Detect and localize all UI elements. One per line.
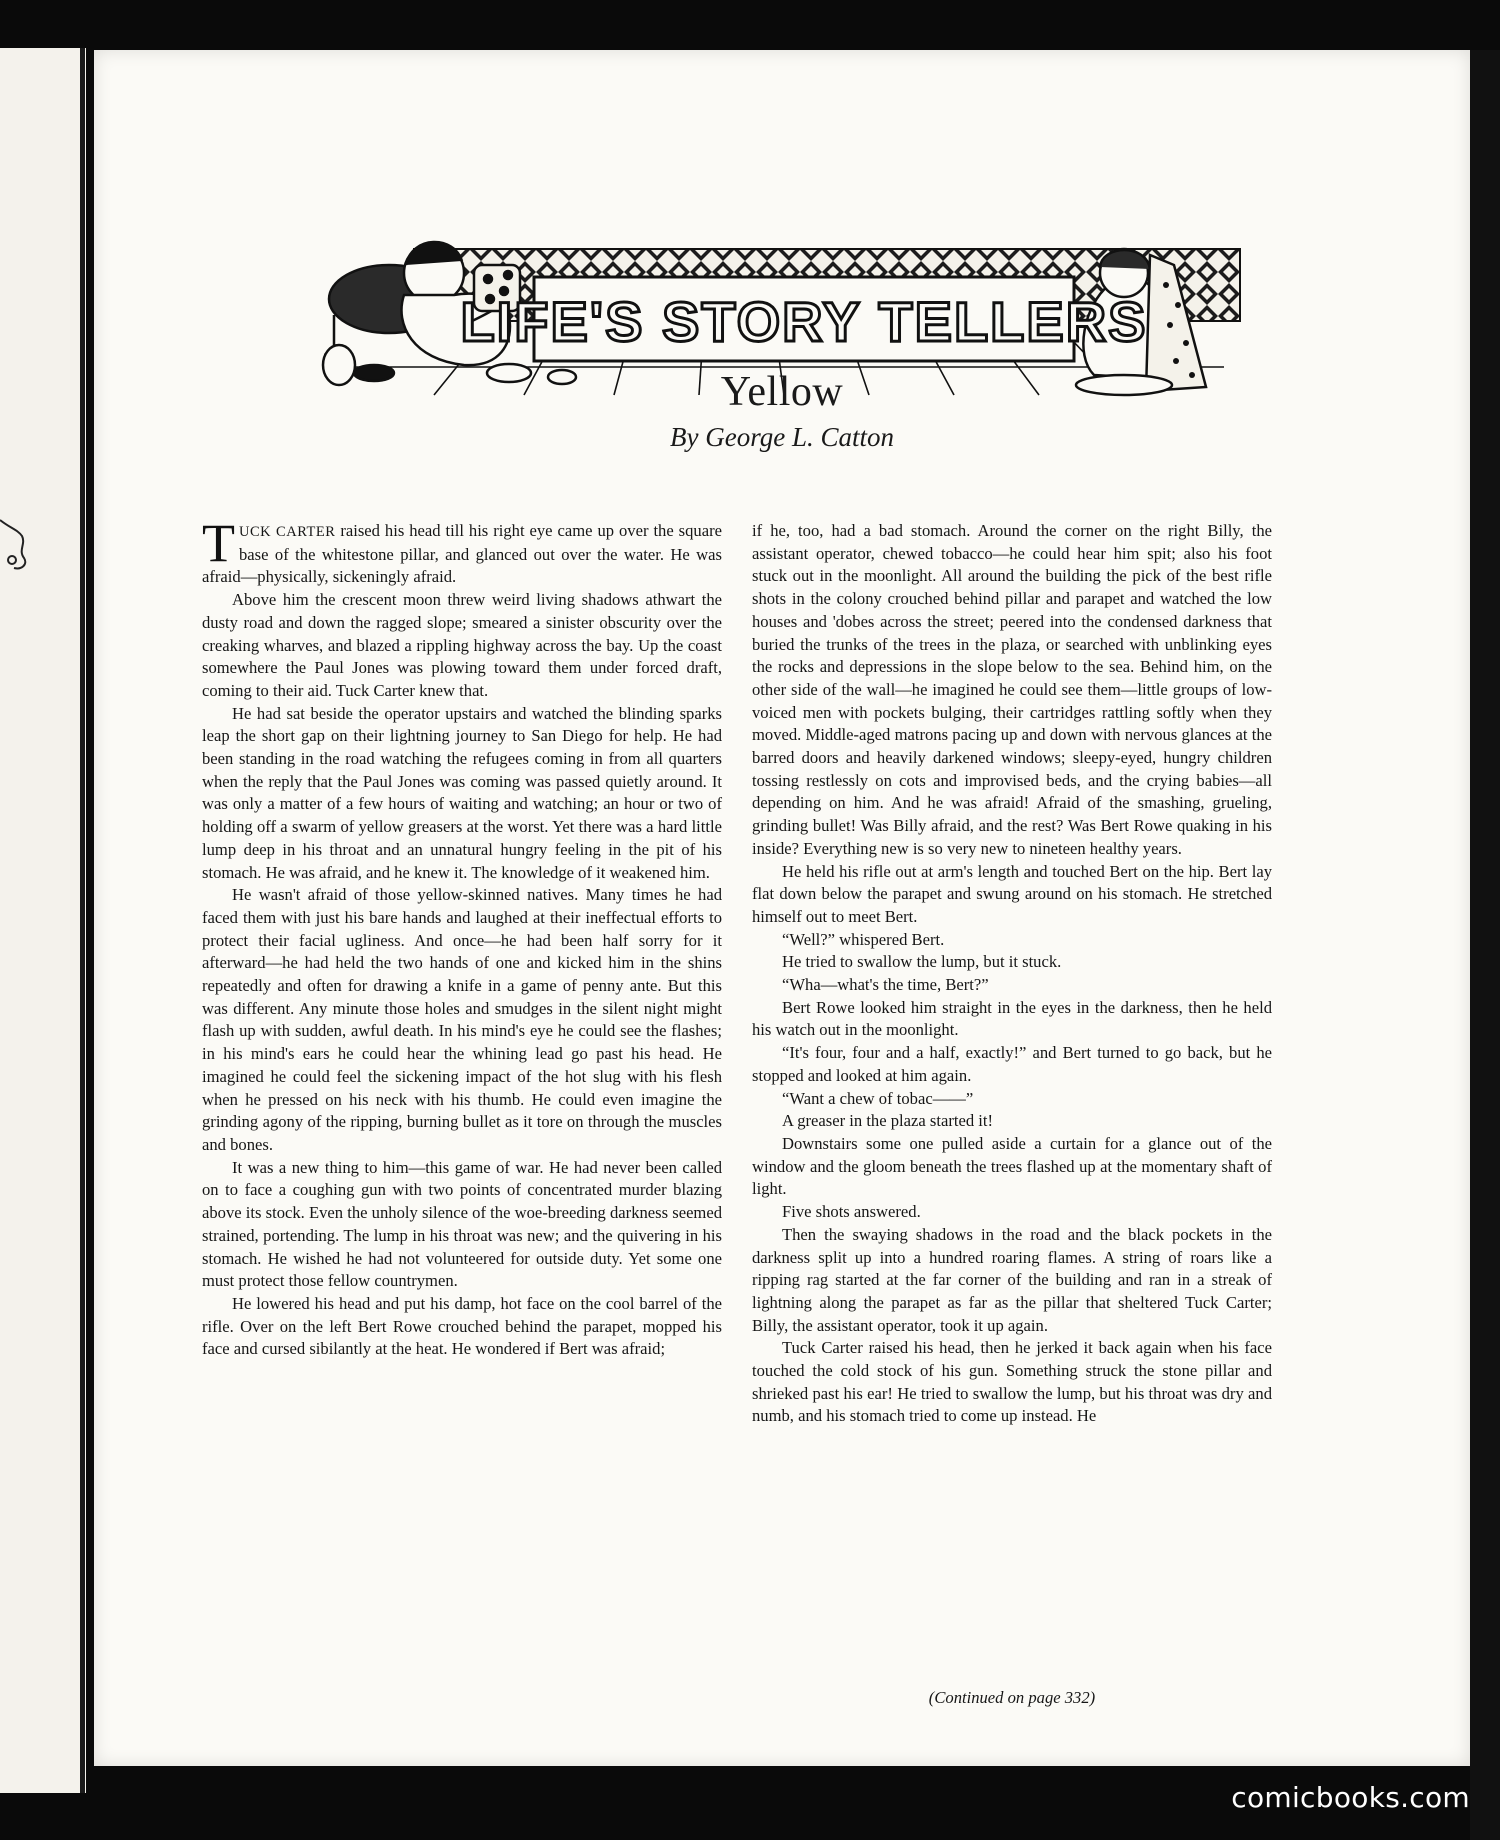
- article-paragraph: He tried to swallow the lump, but it stuck.: [782, 952, 1062, 972]
- facing-page-sliver: [0, 48, 86, 1793]
- article-paragraph: “Well?” whispered Bert.: [782, 929, 945, 949]
- article-paragraph: TUCK CARTER raised his head till his right eye came up over the square base of the whitestone pillar, and glanced out over the water. He was afraid—physically, sickeningly afraid.: [202, 513, 722, 587]
- magazine-page: [94, 50, 1470, 1766]
- article-paragraph: Bert Rowe looked him straight in the eyes in the darkness, then he held his watch out in the moonlight.: [752, 997, 1272, 1040]
- article-paragraph: He lowered his head and put his damp, hot face on the cool barrel of the rifle. Over on the left Bert Rowe crouched behind the parapet, mopped his face and cursed sibilantly at the heat. He wondered if Bert was afraid;: [202, 1293, 722, 1359]
- article-paragraph: A greaser in the plaza started it!: [782, 1111, 994, 1131]
- article-paragraph: He had sat beside the operator upstairs and watched the blinding sparks leap the short gap on their lightning journey to San Diego for help. He had been standing in the road watching the refugees coming in from all quarters when the reply that the Paul Jones was coming was passed quietly around. It was only a matter of a few hours of waiting and watching; an hour or two of holding off a swarm of yellow greasers at the worst. Yet there was a hard little lump deep in his throat and an unnatural hungry feeling in the pit of his stomach. He was afraid, and he knew it. The knowledge of it weakened him.: [202, 703, 722, 882]
- site-watermark: comicbooks.com: [1231, 1781, 1470, 1814]
- page-gutter-edge: [80, 48, 85, 1793]
- article-paragraph: if he, too, had a bad stomach. Around the corner on the right Billy, the assistant operator, chewed tobacco—he could hear him spit; also his foot stuck out in the moonlight. All around the building the pick of the best rifle shots in the colony crouched behind pillar and parapet and watched the low houses and 'dobes across the street; peered into the condensed darkness that buried the trunks of the trees in the plaza, or searched with unblinking eyes the rocks and depressions in the slope below to the sea. Behind him, on the other side of the wall—he imagined he could see them—little groups of low-voiced men with pockets bulging, their cartridges rattling softly when they moved. Middle-aged matrons pacing up and down with nervous glances at the barred doors and heavily darkened windows; sleepy-eyed, hungry children tossing restlessly on cots and improvised beds, and the crying babies—all depending on him. And he was afraid! Afraid of the smashing, grueling, grinding bullet! Was Billy afraid, and the rest? Was Bert Rowe quaking in his inside? Everything new is so very new to nineteen healthy years.: [752, 521, 1272, 858]
- drop-cap: T: [202, 513, 235, 573]
- lead-in-caps: UCK CARTER: [239, 524, 336, 540]
- article-paragraph: “Want a chew of tobac——”: [782, 1088, 974, 1108]
- article-column-right: [752, 520, 1272, 1428]
- article-paragraph: Five shots answered.: [782, 1202, 921, 1222]
- continued-note: (Continued on page 332): [928, 1688, 1096, 1707]
- article-paragraph: It was a new thing to him—this game of war. He had never been called on to face a coughing gun with two points of concentrated murder blazing above its stock. Even the unholy silence of the woe-breeding darkness seemed strained, portending. The lump in his throat was new; and the quivering in his stomach. He wished he had not volunteered for outside duty. Yet some one must protect those fellow countrymen.: [202, 1157, 722, 1291]
- article-column-left: [202, 513, 722, 1361]
- article-paragraph: Above him the crescent moon threw weird living shadows athwart the dusty road and down the ragged slope; smeared a sinister obscurity over the creaking wharves, and blazed a rippling highway across the bay. Up the coast somewhere the Paul Jones was plowing toward them under forced draft, coming to their aid. Tuck Carter knew that.: [202, 590, 722, 700]
- banner-heading: LIFE'S STORY TELLERS: [460, 290, 1148, 353]
- article-paragraph: “It's four, four and a half, exactly!” and Bert turned to go back, but he stopped and looked at him again.: [752, 1043, 1272, 1085]
- article-paragraph: “Wha—what's the time, Bert?”: [782, 975, 989, 995]
- scan-border-right: [1470, 50, 1500, 1840]
- facing-page-ornament: [0, 500, 30, 590]
- article-paragraph: He held his rifle out at arm's length and touched Bert on the hip. Bert lay flat down below the parapet and swung around on his stomach. He stretched himself out to meet Bert.: [752, 861, 1272, 926]
- article-paragraph: Tuck Carter raised his head, then he jerked it back again when his face touched the cold stock of his gun. Something struck the stone pillar and shrieked past his ear! He tried to swallow the lump, but his throat was dry and numb, and his stomach tried to come up instead. He: [752, 1338, 1272, 1426]
- story-byline: By George L. Catton: [670, 422, 894, 452]
- article-paragraph: Downstairs some one pulled aside a curtain for a glance out of the window and the gloom beneath the trees flashed up at the momentary shaft of light.: [752, 1133, 1272, 1199]
- article-paragraph: He wasn't afraid of those yellow-skinned natives. Many times he had faced them with just his bare hands and laughed at their ineffectual efforts to protect their facial ugliness. And once—he had been half sorry for it afterward—he had held the two hands of one and kicked him in the shins repeatedly and often for drawing a knife in a game of penny ante. But this was different. Any minute those holes and smudges in the silent night might flash up with sudden, awful death. In his mind's eye he could see the flashes; in his mind's ears he could hear the whining lead go past his head. He imagined he could feel the sickening impact of the hot slug with his flesh when he pressed on his neck with his thumb. He could even imagine the grinding agony of the ripping, burning bullet as it tore on through the muscles and bones.: [202, 885, 722, 1154]
- story-title: Yellow: [720, 369, 844, 415]
- article-paragraph: Then the swaying shadows in the road and the black pockets in the darkness split up into a hundred roaring flames. A string of roars like a ripping rag started at the far corner of the building and ran in a streak of lightning along the parapet as far as the pillar that sheltered Tuck Carter; Billy, the assistant operator, took it up again.: [752, 1224, 1272, 1335]
